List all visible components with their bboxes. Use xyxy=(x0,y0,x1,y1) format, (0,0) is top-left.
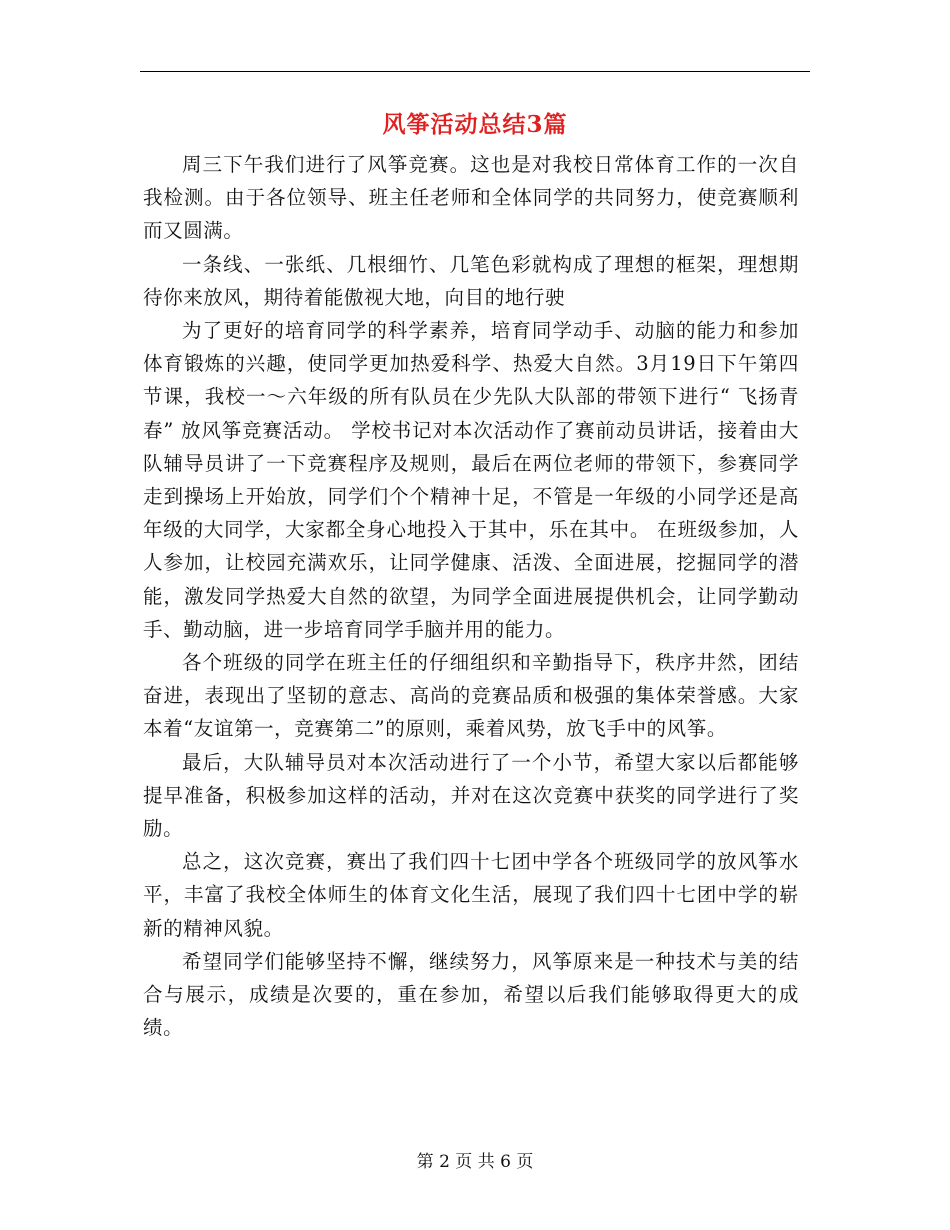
paragraph-summary: 总之，这次竞赛，赛出了我们四十七团中学各个班级同学的放风筝水平，丰富了我校全体师生的体育文化生活，展现了我们四十七团中学的崭新的精神风貌。 xyxy=(143,850,799,940)
paragraph-closing: 希望同学们能够坚持不懈，继续努力，风筝原来是一种技术与美的结合与展示，成绩是次要的，重在参加，希望以后我们能够取得更大的成绩。 xyxy=(143,949,799,1040)
document-body xyxy=(143,148,799,1044)
page-number-footer: 第 2 页 共 6 页 xyxy=(416,1152,534,1172)
paragraph-intro: 周三下午我们进行了风筝竞赛。这也是对我校日常体育工作的一次自我检测。由于各位领导、班主任老师和全体同学的共同努力，使竞赛顺利而又圆满。 xyxy=(143,153,799,243)
paragraph-class-teamwork: 各个班级的同学在班主任的仔细组织和辛勤指导下，秩序井然，团结奋进，表现出了坚韧的意志、高尚的竞赛品质和极强的集体荣誉感。大家本着“友谊第一，竞赛第二”的原则，乘着风势，放飞手中的风筝。 xyxy=(143,651,799,741)
paragraph-awards: 最后，大队辅导员对本次活动进行了一个小节，希望大家以后都能够提早准备，积极参加这样的活动，并对在这次竞赛中获奖的同学进行了奖励。 xyxy=(143,750,799,841)
paragraph-kite-frame: 一条线、一张纸、几根细竹、几笔色彩就构成了理想的框架，理想期待你来放风，期待着能傲视大地，向目的地行驶 xyxy=(143,252,799,309)
header-rule xyxy=(140,71,810,72)
paragraph-event-details: 为了更好的培育同学的科学素养，培育同学动手、动脑的能力和参加体育锻炼的兴趣，使同学更加热爱科学、热爱大自然。3月19日下午第四节课，我校一～六年级的所有队员在少先队大队部的带领下进行“ 飞扬青春” 放风筝竞赛活动。 学校书记对本次活动作了赛前动员讲话，接着由大队辅导员讲了一下竞赛程序及规则，最后在两位老师的带领下，参赛同学走到操场上开始放，同学们个个精神十足，不管是一年级的小同学还是高年级的大同学，大家都全身心地投入于其中，乐在其中。 在班级参加，人人参加，让校园充满欢乐，让同学健康、活泼、全面进展，挖掘同学的潜能，激发同学热爱大自然的欲望，为同学全面进展提供机会，让同学勤动手、勤动脑，进一步培育同学手脑并用的能力。 xyxy=(143,319,799,641)
document-title: 风筝活动总结3篇 xyxy=(382,111,568,138)
